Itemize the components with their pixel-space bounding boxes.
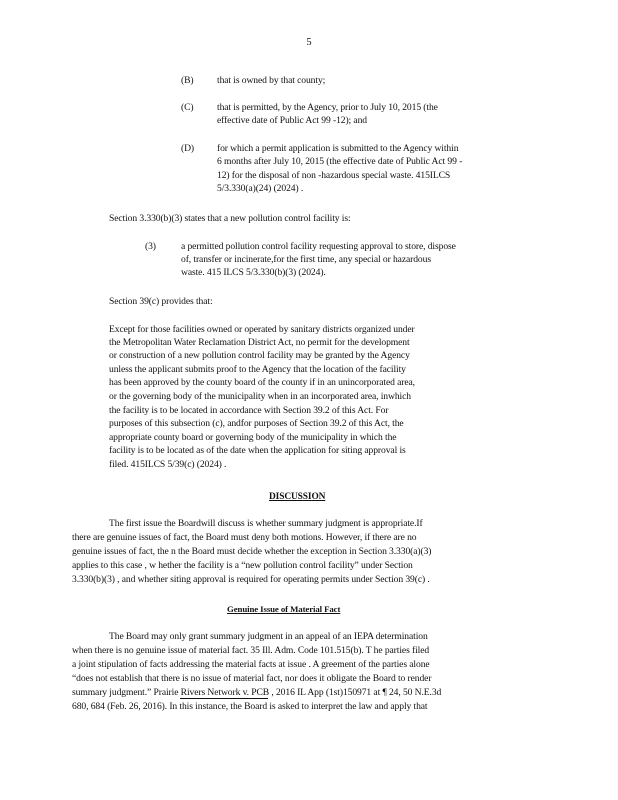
- quote-line: has been approved by the county board of the county if in an unincorporated area,: [109, 377, 415, 388]
- genuine-line-citation: summary judgment.” Prairie Rivers Network v. PCB , 2016 IL App (1st)150971 at ¶ 24, 50 N.E.3d: [72, 687, 442, 698]
- section-3330-intro: Section 3.330(b)(3) states that a new pollution control facility is:: [109, 213, 351, 224]
- genuine-line: “does not establish that there is no issue of material fact, nor does it obligate the Board to render: [72, 673, 432, 684]
- section-3330-item-line: a permitted pollution control facility requesting approval to store, dispose: [181, 241, 456, 252]
- section-3330-item-label: (3): [145, 241, 156, 252]
- section-39c-intro: Section 39(c) provides that:: [109, 296, 213, 307]
- list-item-d-line: 12) for the disposal of non -hazardous special waste. 415ILCS: [217, 170, 451, 181]
- quote-line: facility is to be located as of the date when the application for siting approval is: [109, 445, 406, 456]
- quote-line: or the governing body of the municipality when in an incorporated area, inwhich: [109, 391, 411, 402]
- discussion-line: applies to this case , w hether the facility is a “new pollution control facility” under Section: [72, 560, 413, 571]
- genuine-line: The Board may only grant summary judgment in an appeal of an IEPA determination: [109, 631, 428, 642]
- genuine-line: 680, 684 (Feb. 26, 2016). In this instance, the Board is asked to interpret the law and apply that: [72, 701, 428, 712]
- quote-line: purposes of this subsection (c), andfor purposes of Section 39.2 of this Act, the: [109, 418, 404, 429]
- discussion-line: there are genuine issues of fact, the Board must deny both motions. However, if there are no: [72, 532, 417, 543]
- genuine-line: a joint stipulation of facts addressing the material facts at issue . A greement of the parties alone: [72, 659, 430, 670]
- list-label-c: (C): [181, 102, 194, 113]
- discussion-heading: DISCUSSION: [269, 492, 326, 502]
- quote-line: the facility is to be located in accordance with Section 39.2 of this Act. For: [109, 405, 389, 416]
- genuine-line: when there is no genuine issue of material fact. 35 Ill. Adm. Code 101.515(b). T he parties filed: [72, 645, 430, 656]
- quote-line: Except for those facilities owned or operated by sanitary districts organized under: [109, 324, 415, 335]
- quote-line: the Metropolitan Water Reclamation District Act, no permit for the development: [109, 337, 410, 348]
- quote-line: appropriate county board or governing body of the municipality in which the: [109, 432, 397, 443]
- quote-line: unless the applicant submits proof to the Agency that the location of the facility: [109, 364, 406, 375]
- genuine-issue-heading: Genuine Issue of Material Fact: [227, 604, 341, 614]
- list-label-b: (B): [181, 75, 194, 86]
- list-item-c-line: effective date of Public Act 99 -12); and: [217, 115, 367, 126]
- list-item-d-line: for which a permit application is submitted to the Agency within: [217, 143, 459, 154]
- list-label-d: (D): [181, 143, 195, 154]
- section-3330-item-line: waste. 415 ILCS 5/3.330(b)(3) (2024).: [181, 267, 326, 278]
- citation-underline: [180, 698, 268, 699]
- discussion-line: The first issue the Boardwill discuss is whether summary judgment is appropriate.If: [109, 518, 423, 529]
- list-item-d-line: 6 months after July 10, 2015 (the effective date of Public Act 99 -: [217, 156, 463, 167]
- discussion-line: genuine issues of fact, the n the Board must decide whether the exception in Section 3.330(a)(3): [72, 546, 432, 557]
- list-item-b-line: that is owned by that county;: [217, 75, 326, 86]
- discussion-line: 3.330(b)(3) , and whether siting approval is required for operating permits under Section 39(c) .: [72, 574, 430, 585]
- list-item-d-line: 5/3.330(a)(24) (2024) .: [217, 183, 304, 194]
- page-number: 5: [306, 37, 312, 48]
- section-3330-item-line: of, transfer or incinerate,for the first time, any special or hazardous: [181, 254, 431, 265]
- quote-line: filed. 415ILCS 5/39(c) (2024) .: [109, 459, 227, 470]
- list-item-c-line: that is permitted, by the Agency, prior to July 10, 2015 (the: [217, 102, 438, 113]
- quote-line: or construction of a new pollution control facility may be granted by the Agency: [109, 350, 410, 361]
